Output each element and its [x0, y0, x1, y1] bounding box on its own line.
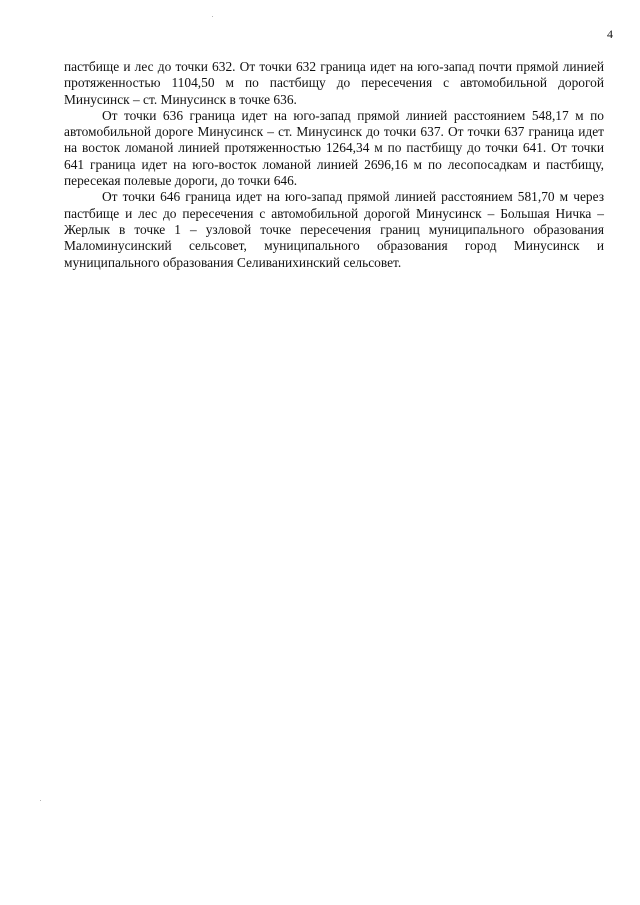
scan-speck [40, 800, 41, 801]
scan-speck [212, 16, 213, 17]
paragraph-point-646: От точки 646 граница идет на юго-запад прямой линией расстоянием 581,70 м через пастбище и лес до пересечения с автомобильной дорогой Минусинск – Большая Ничка – Жерлык в точке 1 – узловой точке пересечения границ муниципального образования Маломинусинский сельсовет, муниципального образования город Минусинск и муниципального образования Селиванихинский сельсовет. [64, 189, 604, 270]
paragraph-point-636: От точки 636 граница идет на юго-запад прямой линией расстоянием 548,17 м по автомобильной дороге Минусинск – ст. Минусинск до точки 637. От точки 637 граница идет на восток ломаной линией протяженностью 1264,34 м по пастбищу до точки 641. От точки 641 граница идет на юго-восток ломаной линией 2696,16 м по лесопосадкам и пастбищу, пересекая полевые дороги, до точки 646. [64, 107, 604, 189]
page-number: 4 [607, 27, 613, 41]
paragraph-continuation: пастбище и лес до точки 632. От точки 632 граница идет на юго-запад почти прямой линией протяженностью 1104,50 м по пастбищу до пересечения с автомобильной дорогой Минусинск – ст. Минусинск в точке 636. [64, 59, 604, 107]
document-body [64, 59, 604, 271]
